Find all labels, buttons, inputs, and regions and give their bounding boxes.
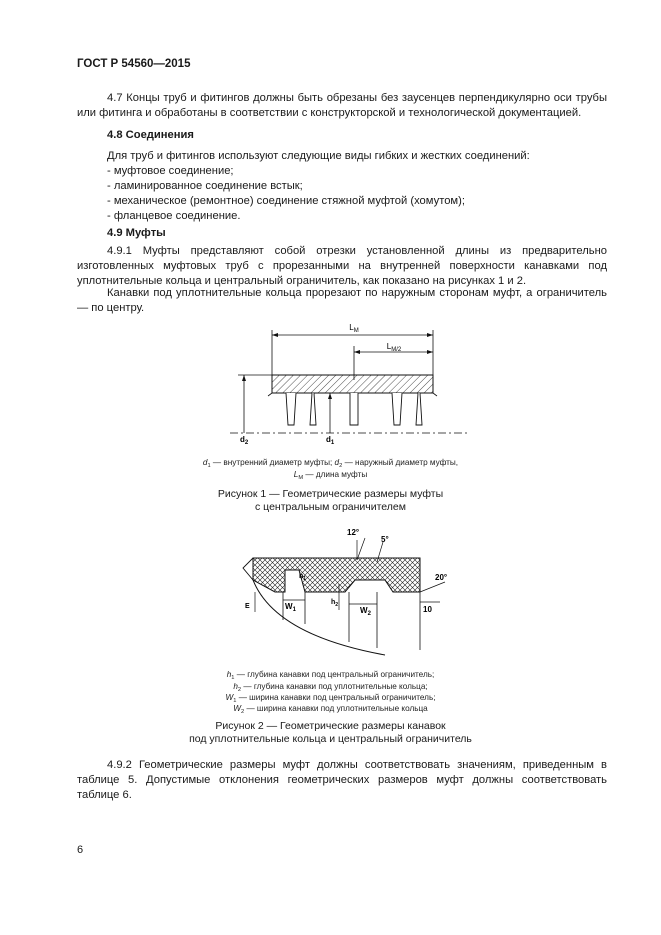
figure-2-legend-item: $W_1$ — ширина канавки под центральный ограничитель; xyxy=(225,693,436,704)
figure-1-caption: Рисунок 1 — Геометрические размеры муфты xyxy=(217,488,444,500)
figure-2-caption-2: под уплотнительные кольца и центральный ограничитель xyxy=(189,733,472,745)
label-lm2: $L_{M/2}$ xyxy=(386,342,402,353)
paragraph-4-9-1b: Канавки под уплотнительные кольца прорезают по наружным сторонам муфт, а ограничитель — по центру. xyxy=(77,287,607,314)
doc-header: ГОСТ Р 54560—2015 xyxy=(77,58,191,70)
label-d2: $d_2$ xyxy=(240,435,249,446)
label-e: E xyxy=(245,603,250,610)
paragraph-4-9-2: 4.9.2 Геометрические размеры муфт должны соответствовать значениям, приведенным в таблице 5. Допустимые отклонения геометрических размеров муфт должны соответствовать таблице 6. xyxy=(77,759,607,801)
label-w2: $W_2$ xyxy=(360,606,371,617)
label-angle-5: 5° xyxy=(381,535,389,544)
label-w1: $W_1$ xyxy=(285,602,296,613)
section-4-8-title: 4.8 Соединения xyxy=(107,129,194,141)
paragraph-4-7: 4.7 Концы труб и фитингов должны быть обрезаны без заусенцев перпендикулярно оси трубы или фитинга и обработаны в соответствии с конструкторской и технологической документацией. xyxy=(77,92,607,119)
label-h1: $h_1$ xyxy=(299,573,307,582)
figure-1-coupling-drawing xyxy=(230,318,470,453)
figure-2-grooves-drawing xyxy=(235,520,465,660)
label-lm: $L_M$ xyxy=(349,323,359,334)
label-angle-12: 12° xyxy=(347,528,360,537)
figure-1-caption-2: с центральным ограничителем xyxy=(255,501,406,513)
figure-2-caption: Рисунок 2 — Геометрические размеры канавок xyxy=(215,720,446,732)
figure-2-legend-item: $W_2$ — ширина канавки под уплотнительные кольца xyxy=(233,704,428,715)
list-item: - муфтовое соединение; xyxy=(107,165,234,177)
figure-2-legend-item: $h_2$ — глубина канавки под уплотнительные кольца; xyxy=(233,682,428,693)
section-4-9-title: 4.9 Муфты xyxy=(107,227,166,239)
list-item: - механическое (ремонтное) соединение стяжной муфтой (хомутом); xyxy=(107,195,465,207)
figure-1-legend-line2: $L_M$ — длина муфты xyxy=(293,470,368,481)
figure-2-legend-item: $h_1$ — глубина канавки под центральный ограничитель; xyxy=(226,670,435,681)
label-dim-10: 10 xyxy=(423,605,432,614)
figure-1-legend-line1: $d_1$ — внутренний диаметр муфты; $d_2$ — наружный диаметр муфты, xyxy=(202,458,459,469)
paragraph-4-9-1: 4.9.1 Муфты представляют собой отрезки установленной длины из предварительно изготовленных муфтовых труб с прорезанными на внутренней поверхности канавками под уплотнительные кольца и центральный ограничитель, как показано на рисунках 1 и 2. xyxy=(77,245,607,287)
label-h2: $h_2$ xyxy=(331,599,339,608)
list-item: - фланцевое соединение. xyxy=(107,210,241,222)
label-angle-20: 20° xyxy=(435,573,448,582)
list-item: - ламинированное соединение встык; xyxy=(107,180,303,192)
label-d1: $d_1$ xyxy=(326,435,335,446)
page-number: 6 xyxy=(77,844,84,856)
section-4-8-intro: Для труб и фитингов используют следующие виды гибких и жестких соединений: xyxy=(107,150,530,162)
